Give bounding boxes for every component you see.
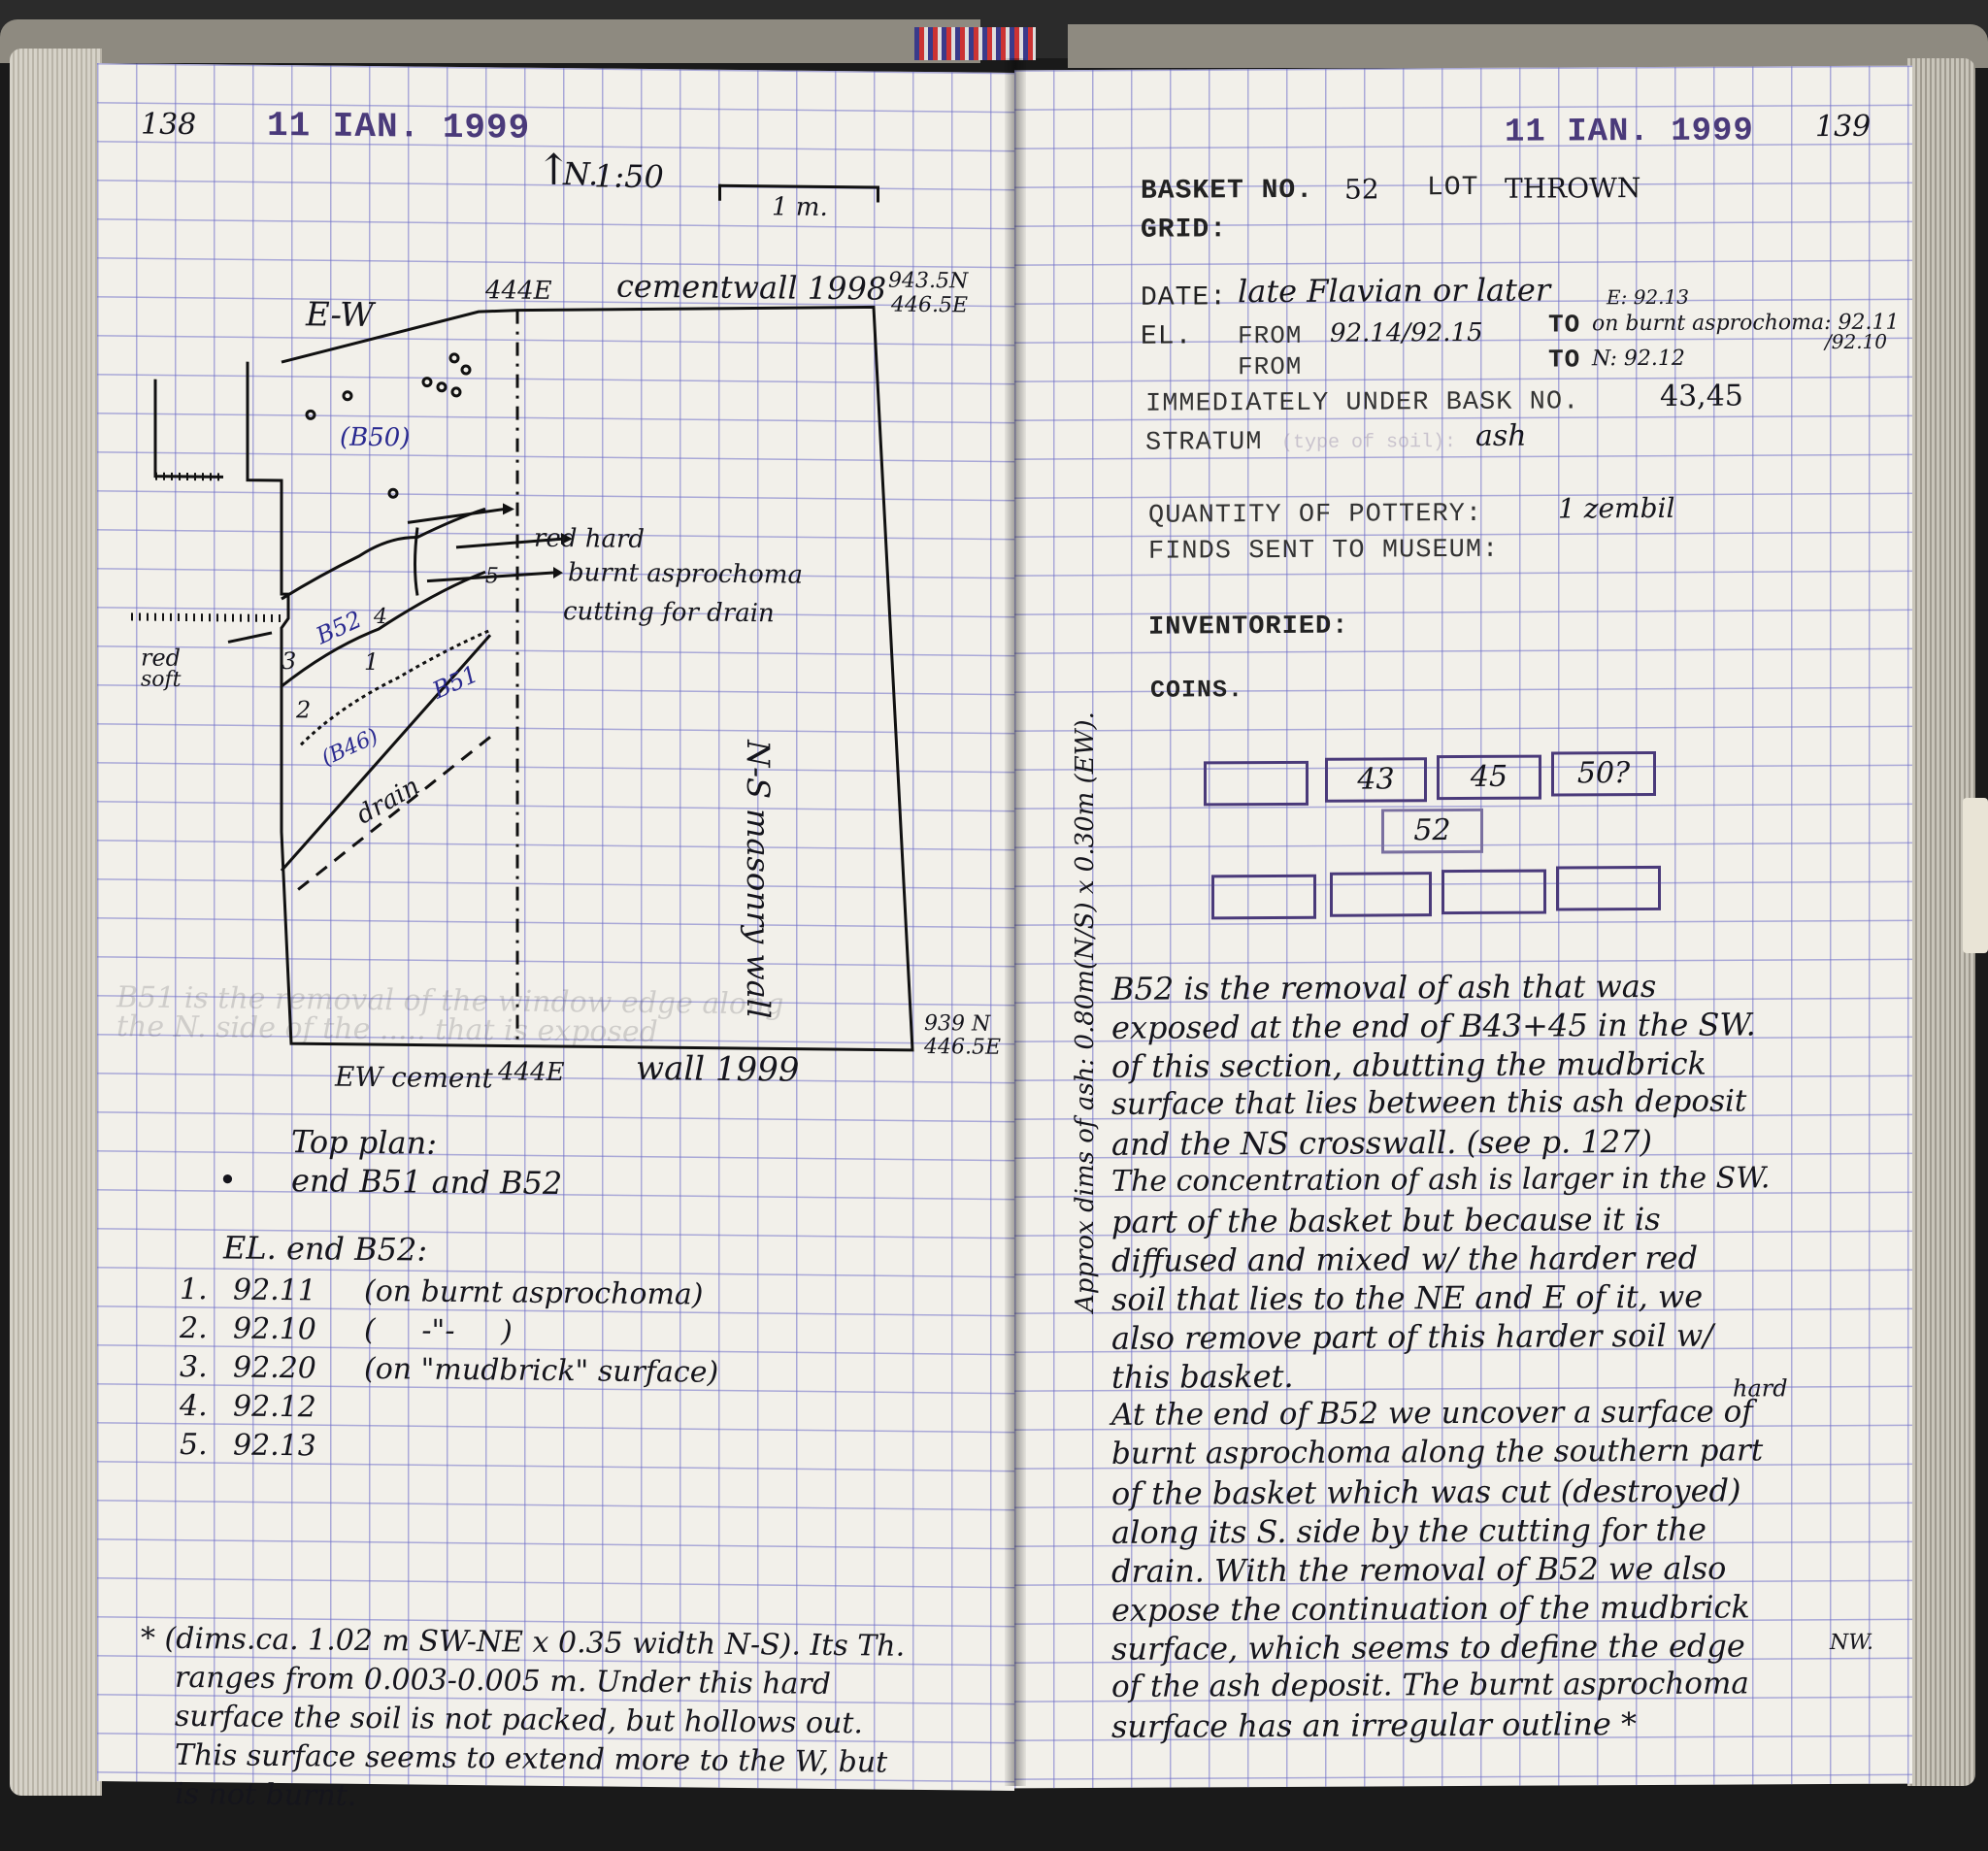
- plan-label-ne-n: 943.5N: [888, 268, 969, 294]
- bookmark-ribbon: [914, 27, 1036, 60]
- top-plan-item: end B51 and B52: [291, 1162, 563, 1203]
- plan-label-soft: soft: [141, 667, 182, 692]
- scale-label: 1:50: [594, 157, 664, 196]
- footnote-line: * (dims.ca. 1.02 m SW-NE x 0.35 width N-S). Its Th.: [141, 1621, 906, 1664]
- plan-label-cutting-for-drain: cutting for drain: [563, 597, 775, 629]
- plan-label-burnt-asprochoma: burnt asprochoma: [568, 558, 803, 590]
- plan-label-red: red: [141, 644, 182, 672]
- date-stamp: 11 IAN. 1999: [1505, 113, 1754, 151]
- cover-edge-left: [0, 19, 980, 63]
- to-e-value: E: 92.13: [1607, 284, 1689, 310]
- elevation-num: 4.: [180, 1388, 208, 1424]
- top-plan-title: Top plan:: [291, 1123, 437, 1162]
- plan-label-se-e: 446.5E: [924, 1034, 1002, 1060]
- basket-value: 52: [1344, 173, 1379, 206]
- pottery-value: 1 zembil: [1558, 491, 1675, 525]
- cover-edge-right: [1068, 24, 1988, 68]
- description-line: At the end of B52 we uncover a surface of: [1111, 1394, 1753, 1433]
- description-line: of the ash deposit. The burnt asprochoma: [1111, 1666, 1749, 1704]
- elevation-num: 2.: [180, 1310, 208, 1346]
- description-line: this basket.: [1111, 1357, 1294, 1396]
- footnote-line: This surface seems to extend more to the W, but: [175, 1737, 888, 1780]
- basket-label: BASKET NO.: [1141, 175, 1314, 207]
- margin-note: Approx dims of ash: 0.80m(N/S) x 0.30m (EW).: [1071, 711, 1100, 1313]
- elevation-note: (on "mudbrick" surface): [364, 1351, 719, 1390]
- inventoried-label: INVENTORIED:: [1148, 611, 1349, 643]
- plan-outline: [248, 301, 912, 1050]
- footnote-line: ranges from 0.003-0.005 m. Under this hard: [175, 1660, 831, 1702]
- basket-box: 43: [1325, 757, 1427, 803]
- date-label: DATE:: [1141, 282, 1228, 314]
- basket-box: 50?: [1551, 751, 1656, 797]
- plan-point-5: 5: [485, 564, 499, 589]
- elevation-value: 92.13: [233, 1428, 316, 1464]
- stratum-label: STRATUM: [1145, 428, 1263, 458]
- basket-box-center: 52: [1381, 809, 1483, 854]
- description-line: expose the continuation of the mudbrick: [1111, 1588, 1750, 1629]
- plan-label-b51: B51: [428, 660, 482, 705]
- description-line: surface, which seems to define the edge: [1111, 1627, 1745, 1668]
- coins-label: COINS.: [1150, 676, 1244, 705]
- date-value: late Flavian or later: [1238, 271, 1551, 311]
- elevation-note: (on burnt asprochoma): [364, 1273, 704, 1312]
- stratum-value: ash: [1475, 418, 1527, 453]
- footnote-line: surface the soil is not packed, but hollows out.: [175, 1699, 863, 1741]
- north-label: N.: [563, 155, 599, 193]
- from-label-2: FROM: [1238, 351, 1303, 382]
- to-value-2: /92.10: [1825, 329, 1887, 354]
- grid-label: GRID:: [1141, 215, 1228, 246]
- lot-label: LOT: [1427, 172, 1479, 204]
- immediately-under-value: 43,45: [1660, 379, 1743, 413]
- elevation-num: 1.: [180, 1272, 208, 1307]
- description-line: of this section, abutting the mudbrick: [1111, 1044, 1706, 1085]
- page-number: 139: [1815, 109, 1872, 145]
- elevations-heading: EL. end B52:: [223, 1229, 428, 1269]
- plan-label-cementwall-1998: cementwall 1998: [616, 267, 887, 308]
- plan-label-wall-1999: wall 1999: [636, 1048, 800, 1090]
- elevation-note: ( -"- ): [364, 1312, 513, 1349]
- plan-label-se-n: 939 N: [924, 1010, 991, 1037]
- footnote: [141, 1622, 995, 1825]
- inserted-word-hard: hard: [1733, 1374, 1788, 1403]
- left-page: [97, 63, 1014, 1813]
- bleed-through-text: the N. side of the ..... that is exposed: [116, 1009, 658, 1050]
- basket-box: [1556, 866, 1661, 911]
- finds-label: FINDS SENT TO MUSEUM:: [1148, 535, 1500, 567]
- inserted-word-nw: NW.: [1830, 1630, 1874, 1656]
- excavation-plan-drawing: [97, 63, 1014, 1140]
- description-line: of the basket which was cut (destroyed): [1111, 1471, 1741, 1512]
- notebook-gutter: [1005, 58, 1026, 1786]
- plan-label-ew: E-W: [306, 295, 375, 336]
- to-label-2: TO: [1548, 345, 1581, 375]
- description-line: also remove part of this harder soil w/: [1111, 1316, 1714, 1357]
- to-n-value: N: 92.12: [1592, 346, 1685, 372]
- plan-label-red-hard: red hard: [534, 523, 646, 554]
- page-number: 138: [141, 107, 197, 143]
- elevation-value: 92.11: [233, 1273, 316, 1308]
- description-line: diffused and mixed w/ the harder red: [1111, 1239, 1699, 1279]
- basket-description: [1111, 967, 1888, 1747]
- lot-value: THROWN: [1505, 172, 1641, 205]
- plan-point-4: 4: [374, 605, 387, 630]
- plan-point-1: 1: [364, 647, 380, 677]
- elevation-row: [180, 1428, 956, 1474]
- footnote-line: is not burnt.: [175, 1776, 357, 1813]
- plan-label-b52: B52: [312, 605, 366, 650]
- to-value: on burnt asprochoma: 92.11: [1592, 310, 1900, 337]
- from-label: FROM: [1238, 320, 1303, 351]
- plan-label-ns-masonry-wall: N-S masonry wall: [740, 739, 777, 1019]
- scale-bar-label: 1 m.: [772, 192, 828, 222]
- description-line: and the NS crosswall. (see p. 127): [1111, 1122, 1652, 1163]
- basket-box: [1211, 875, 1316, 920]
- elevation-value: 92.20: [233, 1350, 316, 1386]
- plan-label-444e-bottom: 444E: [498, 1057, 565, 1088]
- pottery-label: QUANTITY OF POTTERY:: [1148, 499, 1483, 531]
- bleed-through-text: B51 is the removal of the window edge along: [116, 980, 784, 1022]
- description-line: surface that lies between this ash deposit: [1111, 1083, 1747, 1122]
- right-page: [1014, 66, 1912, 1789]
- description-line: along its S. side by the cutting for the: [1111, 1510, 1706, 1551]
- plan-label-ew-cement: EW cement: [335, 1060, 493, 1095]
- immediately-under-label: IMMEDIATELY UNDER BASK NO.: [1145, 387, 1580, 419]
- description-line: soil that lies to the NE and E of it, we: [1111, 1277, 1704, 1318]
- description-line: exposed at the end of B43+45 in the SW.: [1111, 1006, 1756, 1046]
- plan-label-444e-top: 444E: [485, 276, 552, 306]
- basket-box: [1204, 761, 1309, 807]
- from-value: 92.14/92.15: [1330, 317, 1483, 348]
- plan-label-b46: (B46): [317, 724, 382, 772]
- north-arrow-icon: ↑: [536, 145, 572, 196]
- description-line: B52 is the removal of ash that was: [1111, 967, 1657, 1008]
- stratum-sub-label: (type of soil):: [1281, 431, 1457, 454]
- elevations-list: [180, 1273, 956, 1474]
- elevation-value: 92.10: [233, 1311, 316, 1347]
- basket-box: 45: [1437, 755, 1541, 801]
- elevation-num: 3.: [180, 1349, 208, 1385]
- description-line: burnt asprochoma along the southern part: [1111, 1433, 1764, 1471]
- basket-box: [1441, 870, 1546, 915]
- description-line: surface has an irregular outline *: [1111, 1705, 1637, 1745]
- description-line: drain. With the removal of B52 we also: [1111, 1549, 1727, 1590]
- page-stack-left: [10, 49, 102, 1796]
- page-tab-marker: [1963, 798, 1988, 953]
- date-stamp: 11 IAN. 1999: [267, 105, 531, 149]
- description-line: The concentration of ash is larger in the SW.: [1111, 1161, 1771, 1199]
- elevation-num: 5.: [180, 1427, 208, 1463]
- bullet-icon: •: [218, 1161, 237, 1199]
- plan-point-3: 3: [282, 647, 297, 676]
- elevation-value: 92.12: [233, 1389, 316, 1425]
- plan-label-ne-e: 446.5E: [891, 292, 969, 318]
- el-label: EL.: [1141, 321, 1193, 352]
- basket-box: [1330, 872, 1432, 917]
- plan-point-2: 2: [296, 696, 312, 724]
- description-line: part of the basket but because it is: [1111, 1200, 1661, 1240]
- plan-label-b50: (B50): [340, 422, 411, 453]
- plan-label-drain: drain: [351, 772, 425, 831]
- to-label: TO: [1548, 310, 1581, 340]
